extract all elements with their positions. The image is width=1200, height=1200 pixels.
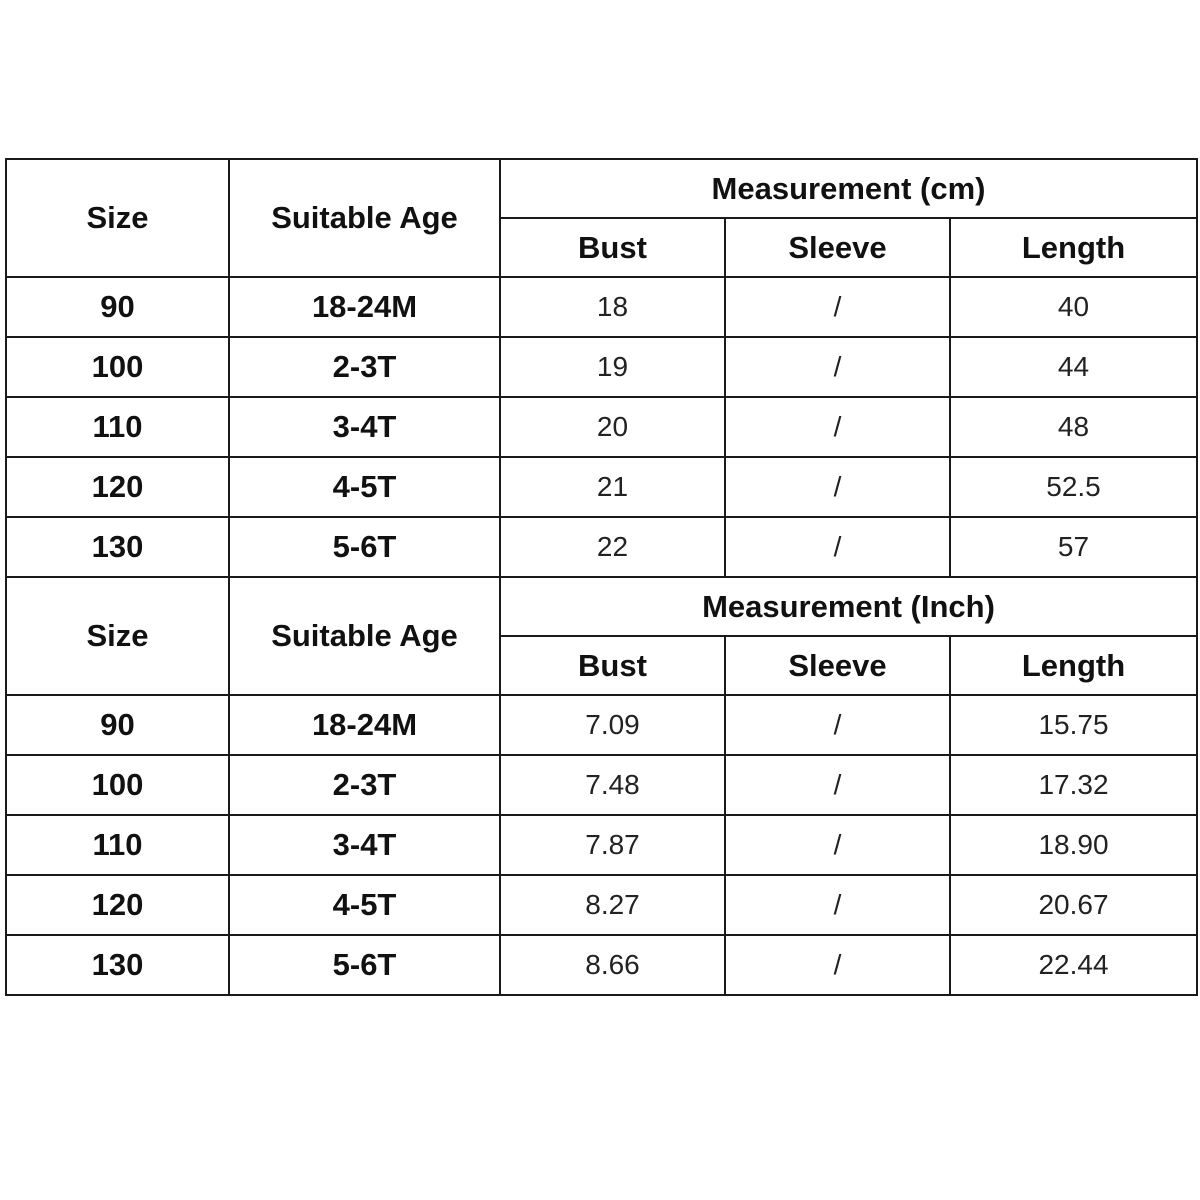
table-row xyxy=(6,517,1197,577)
table-row xyxy=(6,875,1197,935)
age-cell: 18-24M xyxy=(229,277,500,337)
age-cell: 4-5T xyxy=(229,457,500,517)
table-row xyxy=(6,397,1197,457)
length-cell: 48 xyxy=(950,397,1197,457)
bust-cell: 7.09 xyxy=(500,695,725,755)
inch-sleeve-header: Sleeve xyxy=(725,636,950,695)
bust-cell: 19 xyxy=(500,337,725,397)
table-row xyxy=(6,755,1197,815)
sleeve-cell: / xyxy=(725,755,950,815)
age-cell: 4-5T xyxy=(229,875,500,935)
table-row xyxy=(6,277,1197,337)
bust-cell: 7.48 xyxy=(500,755,725,815)
cm-sleeve-header: Sleeve xyxy=(725,218,950,277)
bust-cell: 8.66 xyxy=(500,935,725,995)
bust-cell: 20 xyxy=(500,397,725,457)
age-cell: 2-3T xyxy=(229,755,500,815)
age-cell: 3-4T xyxy=(229,815,500,875)
cm-measurement-header: Measurement (cm) xyxy=(500,159,1197,218)
sleeve-cell: / xyxy=(725,517,950,577)
inch-header-row-1 xyxy=(6,577,1197,636)
age-cell: 5-6T xyxy=(229,517,500,577)
size-cell: 110 xyxy=(6,397,229,457)
inch-bust-header: Bust xyxy=(500,636,725,695)
length-cell: 17.32 xyxy=(950,755,1197,815)
size-cell: 90 xyxy=(6,277,229,337)
cm-bust-header: Bust xyxy=(500,218,725,277)
length-cell: 40 xyxy=(950,277,1197,337)
sleeve-cell: / xyxy=(725,277,950,337)
length-cell: 57 xyxy=(950,517,1197,577)
age-cell: 18-24M xyxy=(229,695,500,755)
size-cell: 130 xyxy=(6,935,229,995)
bust-cell: 7.87 xyxy=(500,815,725,875)
table-row xyxy=(6,815,1197,875)
age-cell: 3-4T xyxy=(229,397,500,457)
bust-cell: 21 xyxy=(500,457,725,517)
size-cell: 120 xyxy=(6,875,229,935)
length-cell: 52.5 xyxy=(950,457,1197,517)
sleeve-cell: / xyxy=(725,815,950,875)
sleeve-cell: / xyxy=(725,457,950,517)
bust-cell: 22 xyxy=(500,517,725,577)
sleeve-cell: / xyxy=(725,935,950,995)
sleeve-cell: / xyxy=(725,875,950,935)
size-chart-table xyxy=(5,158,1198,996)
inch-age-header: Suitable Age xyxy=(229,577,500,695)
bust-cell: 8.27 xyxy=(500,875,725,935)
table-row xyxy=(6,457,1197,517)
age-cell: 5-6T xyxy=(229,935,500,995)
bust-cell: 18 xyxy=(500,277,725,337)
size-cell: 100 xyxy=(6,755,229,815)
length-cell: 44 xyxy=(950,337,1197,397)
table-row xyxy=(6,695,1197,755)
length-cell: 15.75 xyxy=(950,695,1197,755)
size-cell: 90 xyxy=(6,695,229,755)
length-cell: 18.90 xyxy=(950,815,1197,875)
inch-measurement-header: Measurement (Inch) xyxy=(500,577,1197,636)
cm-size-header: Size xyxy=(6,159,229,277)
cm-header-row-1 xyxy=(6,159,1197,218)
table-row xyxy=(6,337,1197,397)
length-cell: 20.67 xyxy=(950,875,1197,935)
size-cell: 120 xyxy=(6,457,229,517)
inch-size-header: Size xyxy=(6,577,229,695)
inch-length-header: Length xyxy=(950,636,1197,695)
size-cell: 130 xyxy=(6,517,229,577)
cm-age-header: Suitable Age xyxy=(229,159,500,277)
sleeve-cell: / xyxy=(725,337,950,397)
size-cell: 110 xyxy=(6,815,229,875)
sleeve-cell: / xyxy=(725,397,950,457)
size-cell: 100 xyxy=(6,337,229,397)
length-cell: 22.44 xyxy=(950,935,1197,995)
sleeve-cell: / xyxy=(725,695,950,755)
table-row xyxy=(6,935,1197,995)
cm-length-header: Length xyxy=(950,218,1197,277)
age-cell: 2-3T xyxy=(229,337,500,397)
